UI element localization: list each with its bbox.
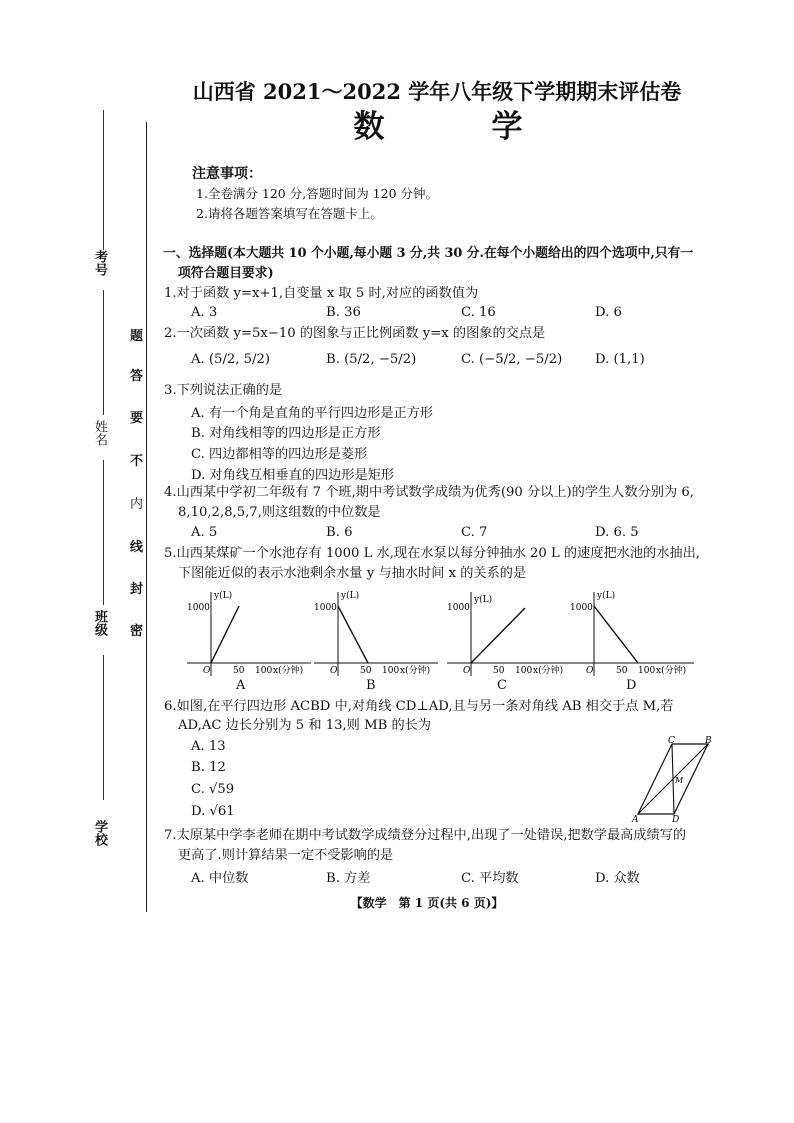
q4-option: A. 5 xyxy=(191,525,218,540)
name-label: 姓名 xyxy=(92,420,107,446)
graph-line xyxy=(594,606,638,663)
parallelogram-figure xyxy=(628,734,718,824)
q2-option: B. (5/2, −5/2) xyxy=(326,352,417,367)
q2-option: A. (5/2, 5/2) xyxy=(191,352,271,367)
origin-label: O xyxy=(330,666,338,676)
graph-c xyxy=(445,588,575,678)
point-m: M xyxy=(675,776,684,785)
graph-line xyxy=(338,606,368,663)
origin-label: O xyxy=(463,666,471,676)
point-b: B xyxy=(705,736,712,746)
q5-stem: 5.山西某煤矿一个水池存有 1000 L 水,现在水泵以每分钟抽水 20 L 的速度把水池的水抽出, xyxy=(164,546,700,561)
q4-option: D. 6. 5 xyxy=(595,525,639,540)
class-line xyxy=(103,460,104,605)
graph-label-b: B xyxy=(366,678,376,693)
q3-option: B. 对角线相等的四边形是正方形 xyxy=(191,426,381,441)
seal-char: 要 xyxy=(130,411,144,426)
x-axis-label: x(分钟) xyxy=(533,666,564,676)
q1-stem: 1.对于函数 y=x+1,自变量 x 取 5 时,对应的函数值为 xyxy=(164,286,479,301)
x-tick-label: 50 xyxy=(493,666,505,676)
q4-stem-cont: 8,10,2,8,5,7,则这组数的中位数是 xyxy=(178,505,381,520)
y-axis-label: y(L) xyxy=(474,595,493,605)
q1-option: D. 6 xyxy=(595,305,622,320)
q2-stem: 2.一次函数 y=5x−10 的图象与正比例函数 y=x 的图象的交点是 xyxy=(164,326,546,341)
q3-option: D. 对角线互相垂直的四边形是矩形 xyxy=(191,468,395,483)
q4-stem: 4.山西某中学初二年级有 7 个班,期中考试数学成绩为优秀(90 分以上)的学生人数分别为 6, xyxy=(164,485,694,500)
seal-char: 封 xyxy=(130,582,144,597)
q7-stem: 7.太原某中学李老师在期中考试数学成绩登分过程中,出现了一处错误,把数学最高成绩写的 xyxy=(164,828,687,843)
q1-option: B. 36 xyxy=(326,305,361,320)
q6-stem-cont: AD,AC 边长分别为 5 和 13,则 MB 的长为 xyxy=(178,718,432,733)
origin-label: O xyxy=(586,666,594,676)
seal-char: 答 xyxy=(130,369,144,384)
point-d: D xyxy=(672,815,680,824)
q1-option: A. 3 xyxy=(191,305,218,320)
x-tick-label: 50 xyxy=(360,666,372,676)
q4-option: C. 7 xyxy=(461,525,488,540)
y-tick-label: 1000 xyxy=(314,603,337,613)
q1-option: C. 16 xyxy=(461,305,496,320)
y-tick-label: 1000 xyxy=(570,603,593,613)
seal-char: 题 xyxy=(130,329,144,344)
q2-option: C. (−5/2, −5/2) xyxy=(461,352,563,367)
graph-d xyxy=(568,588,698,678)
graph-b xyxy=(312,588,442,678)
notice-item: 1.全卷满分 120 分,答题时间为 120 分钟。 xyxy=(196,186,439,201)
q7-stem-cont: 更高了.则计算结果一定不受影响的是 xyxy=(178,848,394,863)
section1-header-cont: 项符合题目要求) xyxy=(178,266,274,281)
origin-label: O xyxy=(203,666,211,676)
q6-option: B. 12 xyxy=(191,760,226,775)
x-tick-label: 100 xyxy=(515,666,533,676)
seal-char: 不 xyxy=(130,454,144,469)
x-tick-label: 50 xyxy=(616,666,628,676)
q2-option: D. (1,1) xyxy=(595,352,645,367)
exam-no-label: 考号 xyxy=(92,250,107,276)
y-tick-label: 1000 xyxy=(187,603,210,613)
subject-title: 数 学 xyxy=(353,109,561,145)
school-line xyxy=(103,655,104,800)
point-c: C xyxy=(668,736,675,746)
graph-label-d: D xyxy=(626,678,637,693)
q3-option: A. 有一个角是直角的平行四边形是正方形 xyxy=(191,406,434,421)
q6-option: C. √59 xyxy=(191,782,235,797)
seal-line xyxy=(146,122,147,912)
x-tick-label: 100 xyxy=(255,666,273,676)
graph-line xyxy=(471,608,525,663)
q3-option: C. 四边都相等的四边形是菱形 xyxy=(191,447,368,462)
q7-option: B. 方差 xyxy=(326,871,371,886)
y-axis-label: y(L) xyxy=(597,591,616,601)
q7-option: A. 中位数 xyxy=(191,871,249,886)
q7-option: C. 平均数 xyxy=(461,871,519,886)
x-tick-label: 100 xyxy=(382,666,400,676)
graph-line xyxy=(211,606,239,663)
q3-stem: 3.下列说法正确的是 xyxy=(164,383,283,398)
notice-heading: 注意事项： xyxy=(192,166,262,182)
notice-item: 2.请将各题答案填写在答题卡上。 xyxy=(196,206,383,221)
x-axis-label: x(分钟) xyxy=(400,666,431,676)
x-axis-label: x(分钟) xyxy=(656,666,687,676)
school-label: 学校 xyxy=(92,820,107,846)
q6-option: A. 13 xyxy=(191,739,226,754)
class-label: 班级 xyxy=(92,610,107,636)
section1-header: 一、选择题(本大题共 10 个小题,每小题 3 分,共 30 分.在每个小题给出的四个选项中,只有一 xyxy=(163,246,694,261)
q6-option: D. √61 xyxy=(191,804,235,819)
seal-char: 内 xyxy=(130,497,144,512)
graph-label-a: A xyxy=(236,678,246,693)
q7-option: D. 众数 xyxy=(595,871,640,886)
q4-option: B. 6 xyxy=(326,525,353,540)
y-axis-label: y(L) xyxy=(214,591,233,601)
x-axis-label: x(分钟) xyxy=(273,666,304,676)
name-line xyxy=(103,290,104,415)
q6-stem: 6.如图,在平行四边形 ACBD 中,对角线 CD⊥AD,且与另一条对角线 AB 相交于点 M,若 xyxy=(164,699,674,714)
x-tick-label: 50 xyxy=(233,666,245,676)
y-axis-label: y(L) xyxy=(341,591,360,601)
graph-a xyxy=(185,588,315,678)
x-tick-label: 100 xyxy=(638,666,656,676)
y-tick-label: 1000 xyxy=(447,603,470,613)
q5-stem-cont: 下图能近似的表示水池剩余水量 y 与抽水时间 x 的关系的是 xyxy=(178,566,527,581)
exam-title: 山西省 2021～2022 学年八年级下学期期末评估卷 xyxy=(192,79,682,104)
graph-label-c: C xyxy=(497,678,507,693)
diagonal-ab xyxy=(638,744,708,814)
seal-char: 密 xyxy=(130,624,144,639)
point-a: A xyxy=(632,815,639,824)
seal-char: 线 xyxy=(130,540,144,555)
page-footer: 【数学 第 1 页(共 6 页)】 xyxy=(350,896,504,910)
